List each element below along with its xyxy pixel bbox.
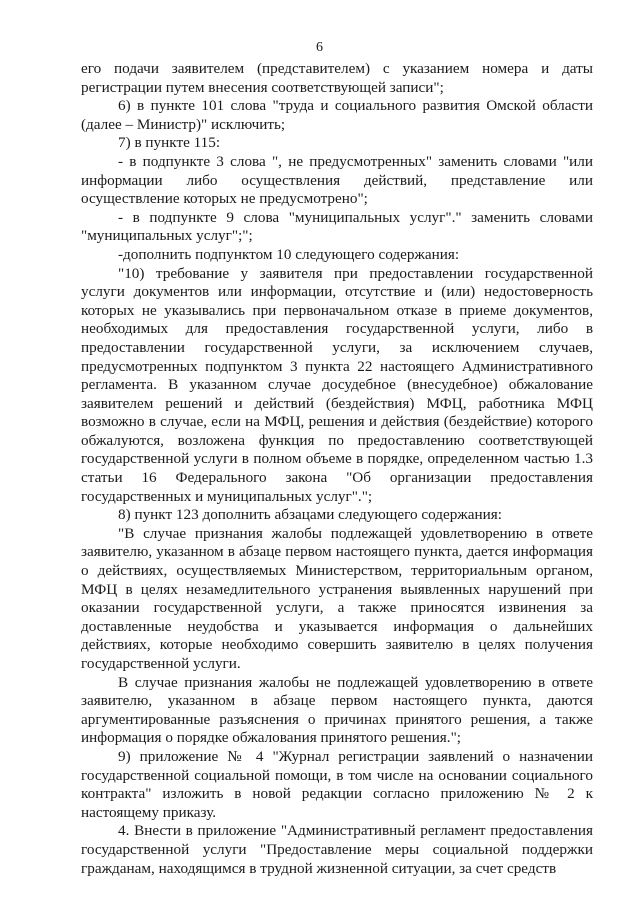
paragraph-item-8: 8) пункт 123 дополнить абзацами следующего содержания: <box>118 506 502 524</box>
paragraph-subitem-10-text: "10) требование у заявителя при предоставлении государственной услуги документов или информации, отсутствие и (или) недостоверность которых не указывались при первоначальном отказе в приеме документов, необходимых для предоставления государственной услуги, либо в предоставлении государственной услуги, за исключением случаев, предусмотренных подпунктом 3 пункта 22 настоящего Административного регламента. В указанном случае досудебное (внесудебное) обжалование заявителем решений и действий (бездействия) МФЦ, работника МФЦ возможно в случае, если на МФЦ, решения и действия (бездействие) которого обжалуются, возложена функция по предоставлению соответствующей государственной услуги в полном объеме в порядке, определенном частью 1.3 статьи 16 Федерального закона "Об организации предоставления государственных и муниципальных услуг"."; <box>81 264 593 505</box>
paragraph-continuation: его подачи заявителем (представителем) с указанием номера и даты регистрации путем внесения соответствующей записи"; <box>81 60 593 96</box>
paragraph-section-4: 4. Внести в приложение "Административный регламент предоставления государственной услуги "Предоставление меры социальной поддержки гражданам, находящимся в трудной жизненной ситуации, за счет средств <box>81 822 593 877</box>
paragraph-subitem-3: - в подпункте 3 слова ", не предусмотренных" заменить словами "или информации либо осуществления действий, представление или осуществление которых не предусмотрено"; <box>81 152 593 208</box>
page-number: 6 <box>316 40 323 55</box>
paragraph-add-subitem-10: -дополнить подпунктом 10 следующего содержания: <box>118 245 460 263</box>
paragraph-item-9: 9) приложение № 4 "Журнал регистрации заявлений о назначении государственной социальной помощи, в том числе на основании социального контракта" изложить в новой редакции согласно приложению № 2 к настоящему приказу. <box>81 747 593 821</box>
paragraph-item-7: 7) в пункте 115: <box>118 134 221 152</box>
paragraph-complaint-rejected: В случае признания жалобы не подлежащей удовлетворению в ответе заявителю, указанном в абзаце первом настоящего пункта, даются аргументированные разъяснения о причинах принятого решения, а также информация о порядке обжалования принятого решения."; <box>81 673 593 747</box>
document-body <box>81 60 593 878</box>
paragraph-complaint-satisfied: "В случае признания жалобы подлежащей удовлетворению в ответе заявителю, указанном в абзаце первом настоящего пункта, дается информация о действиях, осуществляемых Министерством, территориальным органом, МФЦ в целях незамедлительного устранения выявленных нарушений при оказании государственной услуги, а также приносятся извинения за доставленные неудобства и указывается информация о дальнейших действиях, которые необходимо совершить заявителю в целях получения государственной услуги. <box>81 524 593 672</box>
paragraph-item-6: 6) в пункте 101 слова "труда и социального развития Омской области (далее – Министр)" исключить; <box>81 97 593 133</box>
paragraph-subitem-9: - в подпункте 9 слова "муниципальных услуг"." заменить словами "муниципальных услуг";"; <box>81 208 593 245</box>
